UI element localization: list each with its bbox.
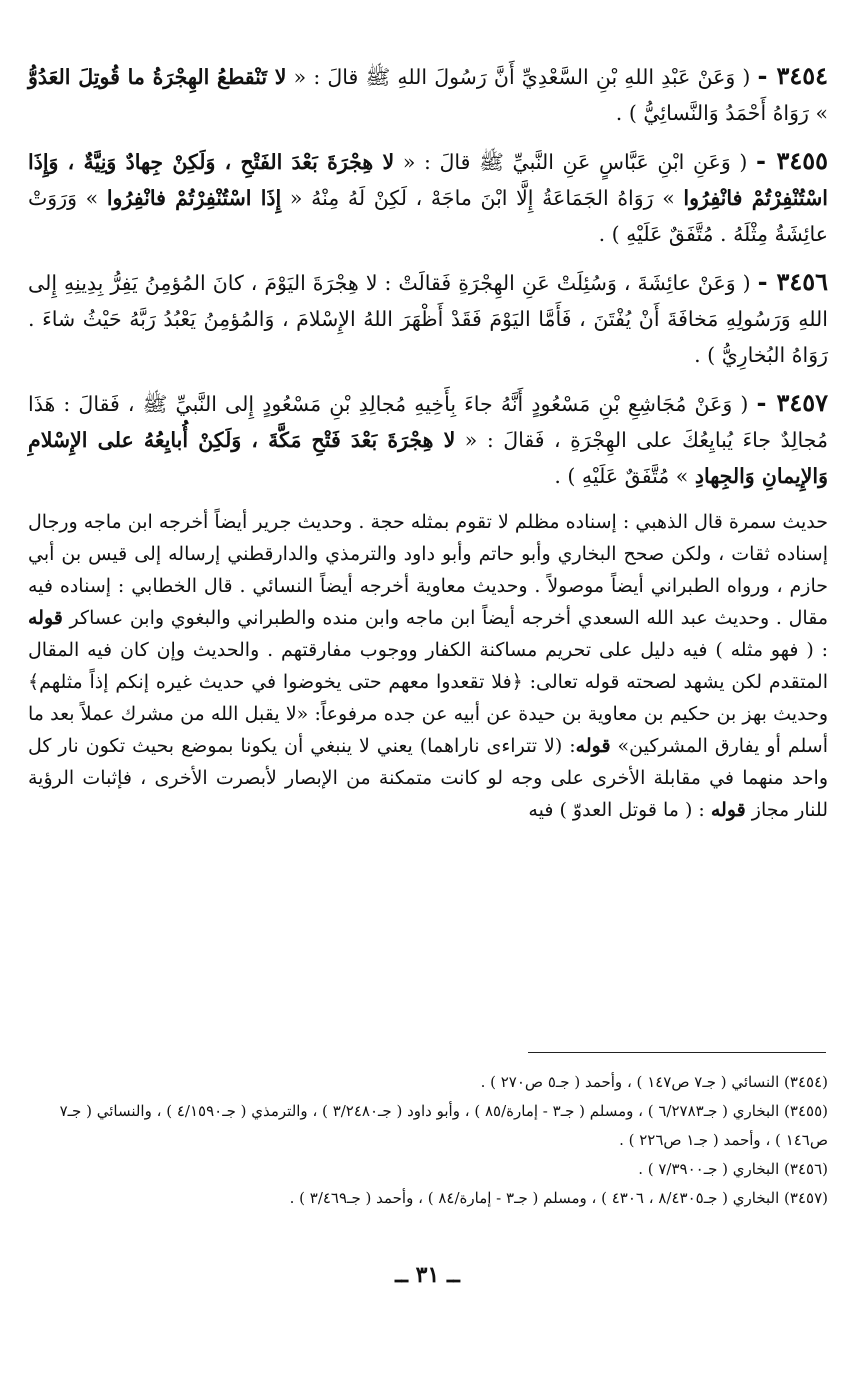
commentary-text: : ( فهو مثله ) فيه دليل على تحريم مساكنة الكفار ووجوب مفارقتهم . والحديث وإن كان فيه المقال المتقدم لكن يشهد لصحته قوله تعالى: ﴿فلا تقعدوا معهم حتى يخوضوا في حديث غيره إنكم إذاً مثلهم﴾ وحديث بهز بن حكيم بن معاوية بن حيدة عن أبيه عن جده مرفوعاً: «لا يقبل الله من مشرك عملاً بعد ما أسلم أو يفارق المشركين» (28, 639, 828, 757)
footnote: (٣٤٥٤) النسائي ( جـ٧ ص١٤٧ ) ، وأحمد ( جـ٥ ص٢٧٠ ) . (480, 1073, 828, 1091)
footnote: (٣٤٥٥) البخاري ( جـ٦/٢٧٨٣ ) ، ومسلم ( جـ٣ - إمارة/٨٥ ) ، وأبو داود ( جـ٣/٢٤٨٠ ) ، والترمذي ( جـ٤/١٥٩٠ ) ، والنسائي ( جـ٧ ص١٤٦ ) ، وأحمد ( جـ١ ص٢٢٦ ) . (59, 1102, 828, 1149)
hadith-quote: إِذَا اسْتُنْفِرْتُمْ فانْفِرُوا (106, 186, 282, 210)
hadith-number: ٣٤٥٤ - (757, 61, 829, 90)
footnote: (٣٤٥٦) البخاري ( جـ٧/٣٩٠٠ ) . (638, 1160, 828, 1178)
hadith-list (28, 58, 828, 494)
hadith-entry (28, 143, 828, 252)
footnote-divider (528, 1052, 826, 1053)
commentary-keyword: قوله (28, 607, 63, 629)
hadith-text: » مُتَّفَقٌ عَلَيْهِ ) . (554, 464, 695, 488)
hadith-text: ( وَعَنْ عَبْدِ اللهِ بْنِ السَّعْدِيِّ أَنَّ رَسُولَ اللهِ ﷺ قالَ : « (286, 65, 758, 89)
hadith-text: ( وَعَنْ مُجَاشِعِ بْنِ مَسْعُودٍ أَنَّهُ جاءَ بِأَخِيهِ مُجالِدِ بْنِ مَسْعُودٍ إِلى النَّبيِّ ﷺ ، فَقالَ : هَذَا مُجالِدٌ جاءَ يُبايِعُكَ على الهِجْرَةِ ، فَقالَ : « (28, 392, 828, 452)
hadith-entry (28, 264, 828, 373)
page-number: ــ ٣١ ــ (395, 1262, 460, 1288)
commentary-keyword: قوله (575, 735, 611, 757)
hadith-text: » وَرَوَتْ عائِشَةُ مِثْلَهُ . مُتَّفَقٌ عَلَيْهِ ) . (28, 186, 828, 246)
hadith-number: ٣٤٥٧ - (756, 388, 828, 417)
page-body (28, 58, 828, 826)
hadith-number: ٣٤٥٥ - (756, 146, 828, 175)
commentary-keyword: قوله (710, 799, 746, 821)
footnote: (٣٤٥٧) البخاري ( جـ٨/٤٣٠٥ ، ٤٣٠٦ ) ، ومسلم ( جـ٣ - إمارة/٨٤ ) ، وأحمد ( جـ٣/٤٦٩ ) . (289, 1189, 828, 1207)
hadith-quote: لا هِجْرَةَ بَعْدَ فَتْحِ مَكَّةَ ، وَلَكِنْ أُبايِعُهُ على الإِسْلامِ وَالإِيمانِ وَالجِهادِ (28, 428, 828, 488)
hadith-text: ( وَعَنْ عائِشَةَ ، وَسُئِلَتْ عَنِ الهِجْرَةِ فَقالَتْ : لا هِجْرَةَ اليَوْمَ ، كانَ المُؤمِنُ يَفِرُّ بِدِينِهِ إِلى اللهِ وَرَسُولِهِ مَخافَةَ أَنْ يُفْتَنَ ، فَأَمَّا اليَوْمَ فَقَدْ أَظْهَرَ اللهُ الإِسْلامَ ، وَالمُؤمِنُ يَعْبُدُ رَبَّهُ حَيْثُ شاءَ . رَوَاهُ البُخارِيُّ ) . (28, 271, 828, 367)
hadith-text: ( وَعَنِ ابْنِ عَبَّاسٍ عَنِ النَّبيِّ ﷺ قالَ : « (394, 150, 756, 174)
hadith-entry (28, 385, 828, 494)
hadith-quote: لا تَنْقطعُ الهِجْرَةُ ما قُوتِلَ العَدُوُّ (28, 65, 287, 89)
commentary-text: : ( ما قوتل العدوّ ) فيه (528, 799, 711, 821)
hadith-text: » رَوَاهُ الجَمَاعَةُ إِلَّا ابْنَ ماجَهْ ، لَكِنْ لَهُ مِنْهُ « (281, 186, 684, 210)
hadith-text: » رَوَاهُ أَحْمَدُ وَالنَّسائِيُّ ) . (615, 101, 828, 125)
commentary-text: حديث سمرة قال الذهبي : إسناده مظلم لا تقوم بمثله حجة . وحديث جرير أيضاً أخرجه ابن ماجه ورجال إسناده ثقات ، ولكن صحح البخاري وأبو حاتم وأبو داود والترمذي والدارقطني إرساله إلى قيس بن أبي حازم ، ورواه الطبراني أيضاً موصولاً . وحديث معاوية أخرجه أيضاً النسائي . قال الخطابي : إسناده فيه مقال . وحديث عبد الله السعدي أخرجه أيضاً ابن ماجه وابن منده والطبراني والبغوي وابن عساكر (28, 511, 828, 629)
hadith-entry (28, 58, 828, 131)
commentary-paragraph (28, 506, 828, 826)
footnotes (28, 1068, 828, 1213)
commentary-text: : (لا تتراءى ناراهما) يعني لا ينبغي أن يكونا بموضع بحيث تكون نار كل واحد منهما في مقابلة الأخرى على وجه لو كانت متمكنة من الإبصار لأبصرت الأخرى ، فإثبات الرؤية للنار مجاز (28, 735, 828, 821)
hadith-quote: لا هِجْرَةَ بَعْدَ الفَتْحِ ، وَلَكِنْ جِهادٌ وَنِيَّةٌ ، وَإِذَا اسْتُنْفِرْتُمْ فانْفِرُوا (28, 150, 828, 210)
hadith-number: ٣٤٥٦ - (757, 267, 828, 296)
